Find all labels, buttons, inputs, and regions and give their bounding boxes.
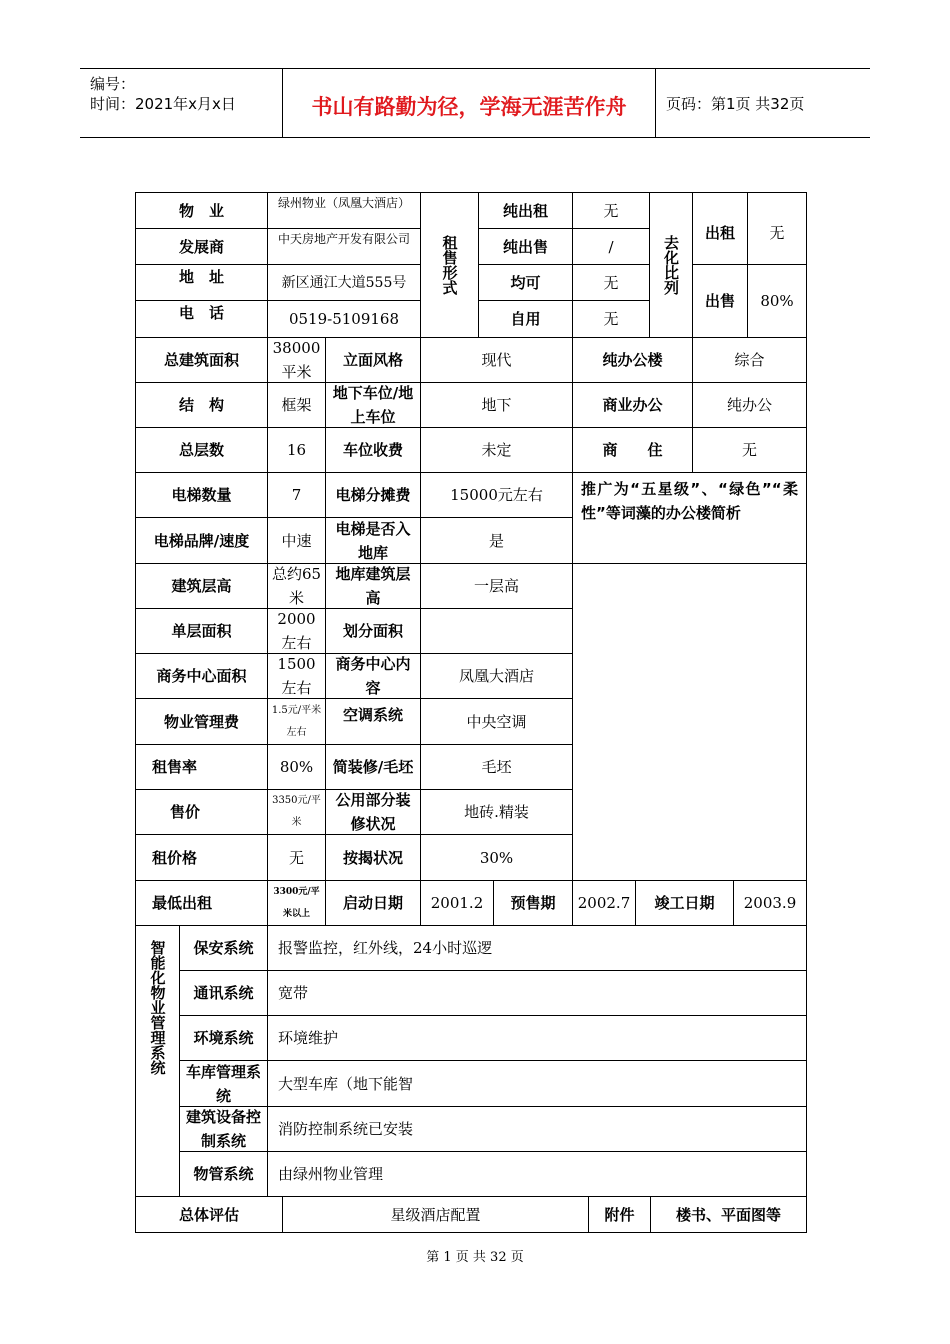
motto: 书山有路勤为径，学海无涯苦作舟 [311,94,627,119]
rent-price-value: 无 [267,834,326,881]
floor-height-label: 建筑层高 [135,563,268,609]
floor-area-label: 单层面积 [135,608,268,654]
decoration-value: 毛坯 [420,744,573,790]
header-left [80,69,282,137]
facade-value: 现代 [420,337,573,383]
parking-type-label: 地下车位/地上车位 [325,382,421,428]
start-date-value: 2001.2 [420,880,494,926]
floor-height-value: 总约65米 [267,563,326,609]
overall-label: 总体评估 [135,1196,283,1233]
business-office-label: 商业办公 [572,382,693,428]
parking-fee-value: 未定 [420,427,573,473]
property-value: 绿州物业（凤凰大酒店） [267,192,421,229]
public-decoration-label: 公用部分装修状况 [325,789,421,835]
phone-value: 0519-5109168 [267,300,421,338]
rent-value: 无 [747,192,807,265]
attachment-label: 附件 [588,1196,651,1233]
partition-label: 划分面积 [325,608,421,654]
developer-label: 发展商 [135,228,268,265]
env-value: 环境维护 [267,1015,807,1061]
elevator-count-value: 7 [267,472,326,518]
sale-label: 出售 [692,264,748,338]
developer-value: 中天房地产开发有限公司 [267,228,421,265]
pure-rent-value: 无 [572,192,650,229]
garage-height-value: 一层高 [420,563,573,609]
facade-label: 立面风格 [325,337,421,383]
garage-mgmt-label: 车库管理系统 [179,1060,268,1107]
sale-value: 80% [747,264,807,338]
rent-rate-label: 租售率 [135,744,268,790]
document-time: 时间：2021年x月x日 [90,95,236,113]
page-info: 页码：第1页 共32页 [666,95,805,113]
elevator-garage-value: 是 [420,517,573,564]
elevator-fee-label: 电梯分摊费 [325,472,421,518]
min-rent-value: 3300元/平米以上 [267,880,326,926]
equipment-value: 消防控制系统已安装 [267,1106,807,1152]
commercial-res-label: 商 住 [572,427,693,473]
presale-value: 2002.7 [572,880,636,926]
mortgage-label: 按揭状况 [325,834,421,881]
pure-sale-value: / [572,228,650,265]
min-rent-label: 最低出租 [135,880,268,926]
blank-panel [572,563,807,881]
sale-price-label: 售价 [135,789,268,835]
floors-value: 16 [267,427,326,473]
comm-label: 通讯系统 [179,970,268,1016]
business-center-value: 1500左右 [267,653,326,699]
equipment-label: 建筑设备控制系统 [179,1106,268,1152]
mgmt-fee-value: 1.5元/平米左右 [267,698,326,745]
structure-label: 结 构 [135,382,268,428]
pure-sale-label: 纯出售 [478,228,573,265]
presale-label: 预售期 [493,880,573,926]
parking-fee-label: 车位收费 [325,427,421,473]
security-value: 报警监控，红外线，24小时巡逻 [267,925,807,971]
security-label: 保安系统 [179,925,268,971]
rent-price-label: 租价格 [135,834,268,881]
env-label: 环境系统 [179,1015,268,1061]
sale-price-value: 3350元/平米 [267,789,326,835]
rent-rate-value: 80% [267,744,326,790]
self-use-value: 无 [572,300,650,338]
garage-mgmt-value: 大型车库（地下能智 [267,1060,807,1107]
lease-form-label: 租售形式 [420,192,479,338]
property-mgmt-value: 由绿州物业管理 [267,1151,807,1197]
business-office-value: 纯办公 [692,382,807,428]
elevator-garage-label: 电梯是否入地库 [325,517,421,564]
comm-value: 宽带 [267,970,807,1016]
elevator-fee-value: 15000元左右 [420,472,573,518]
attachment-value: 楼书、平面图等 [650,1196,807,1233]
mortgage-value: 30% [420,834,573,881]
page-footer: 第 1 页 共 32 页 [426,1250,524,1265]
header-center [282,69,656,137]
phone-label: 电 话 [135,300,268,338]
floor-area-value: 2000左右 [267,608,326,654]
elevator-brand-value: 中速 [267,517,326,564]
address-value: 新区通江大道555号 [267,264,421,301]
floors-label: 总层数 [135,427,268,473]
pure-office-value: 综合 [692,337,807,383]
overall-value: 星级酒店配置 [282,1196,589,1233]
ratio-label: 去化比列 [649,192,693,338]
parking-type-value: 地下 [420,382,573,428]
both-value: 无 [572,264,650,301]
decoration-label: 简装修/毛坯 [325,744,421,790]
completion-value: 2003.9 [733,880,807,926]
elevator-count-label: 电梯数量 [135,472,268,518]
smart-system-label: 智能化物业管理系统 [135,925,180,1197]
total-area-value: 38000平米 [267,337,326,383]
document-number: 编号： [90,75,136,93]
address-label: 地 址 [135,264,268,301]
promotion-note: 推广为“五星级”、“绿色”“柔性”等词藻的办公楼简析 [572,472,807,564]
start-date-label: 启动日期 [325,880,421,926]
page-header [80,68,870,138]
both-label: 均可 [478,264,573,301]
property-mgmt-label: 物管系统 [179,1151,268,1197]
rent-label: 出租 [692,192,748,265]
total-area-label: 总建筑面积 [135,337,268,383]
pure-rent-label: 纯出租 [478,192,573,229]
business-content-label: 商务中心内容 [325,653,421,699]
self-use-label: 自用 [478,300,573,338]
public-decoration-value: 地砖.精装 [420,789,573,835]
pure-office-label: 纯办公楼 [572,337,693,383]
structure-value: 框架 [267,382,326,428]
ac-value: 中央空调 [420,698,573,745]
ac-label: 空调系统 [325,698,421,745]
partition-value [420,608,573,654]
business-center-label: 商务中心面积 [135,653,268,699]
mgmt-fee-label: 物业管理费 [135,698,268,745]
header-right [656,69,870,137]
elevator-brand-label: 电梯品牌/速度 [135,517,268,564]
property-label: 物 业 [135,192,268,229]
commercial-res-value: 无 [692,427,807,473]
garage-height-label: 地库建筑层高 [325,563,421,609]
business-content-value: 凤凰大酒店 [420,653,573,699]
completion-label: 竣工日期 [635,880,734,926]
